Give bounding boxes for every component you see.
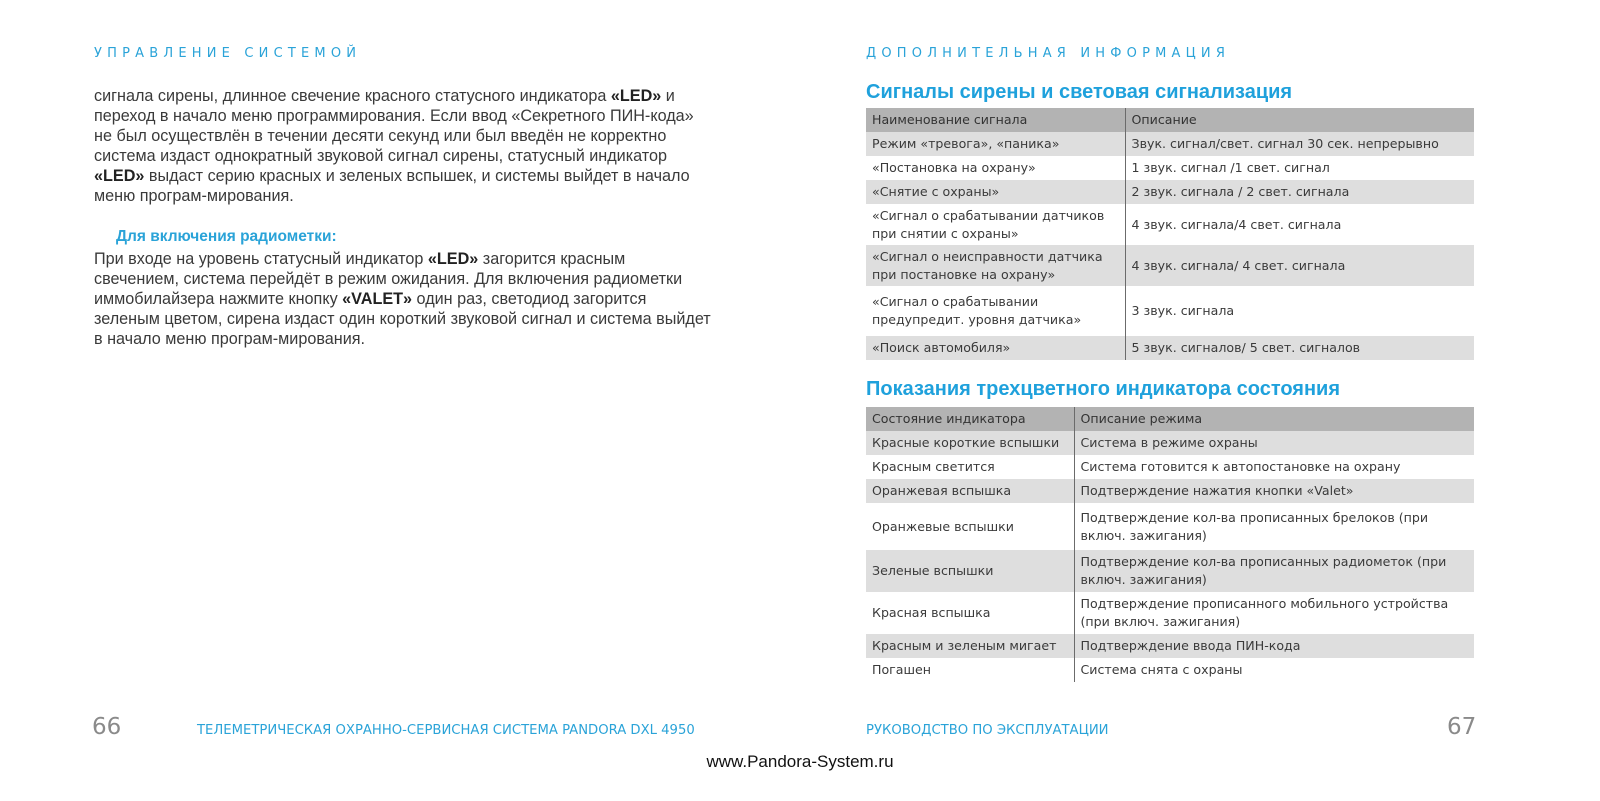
bold-term: «LED» <box>610 87 662 105</box>
text-run: загорится красным свечением, система перейдёт в режим ожидания. Для включения радиометки иммобилайзера нажмите кнопку <box>94 250 683 308</box>
table-cell-name: «Сигнал о срабатывании датчиков при снятии с охраны» <box>866 204 1125 245</box>
table-row <box>866 503 1474 550</box>
table-header-row <box>866 407 1474 431</box>
table-cell-name: Красные короткие вспышки <box>866 431 1074 455</box>
table-cell-description: Система в режиме охраны <box>1074 431 1474 455</box>
table-cell-description: 2 звук. сигнала / 2 свет. сигнала <box>1125 180 1474 204</box>
table-cell-name: Зеленые вспышки <box>866 550 1074 592</box>
column-header: Описание <box>1125 108 1474 132</box>
column-header: Наименование сигнала <box>866 108 1125 132</box>
table-cell-name: Оранжевая вспышка <box>866 479 1074 503</box>
column-header: Описание режима <box>1074 407 1474 431</box>
table-row <box>866 204 1474 245</box>
table-row <box>866 431 1474 455</box>
radio-tag-subheading: Для включения радиометки: <box>116 228 337 245</box>
table-cell-description: Подтверждение кол-ва прописанных радиометок (при включ. зажигания) <box>1074 550 1474 592</box>
table-cell-description: Звук. сигнал/свет. сигнал 30 сек. непрерывно <box>1125 132 1474 156</box>
table-cell-description: Подтверждение нажатия кнопки «Valet» <box>1074 479 1474 503</box>
table-row <box>866 550 1474 592</box>
table-row <box>866 634 1474 658</box>
footer-left: ТЕЛЕМЕТРИЧЕСКАЯ ОХРАННО-СЕРВИСНАЯ СИСТЕМА PANDORA DXL 4950 <box>197 723 695 738</box>
table-row <box>866 658 1474 682</box>
table-cell-description: 4 звук. сигнала/4 свет. сигнала <box>1131 216 1342 232</box>
paragraph-2 <box>94 249 714 349</box>
indicator-states-title: Показания трехцветного индикатора состояния <box>866 378 1341 400</box>
table-cell-description: 1 звук. сигнал /1 свет. сигнал <box>1131 160 1330 175</box>
table-row <box>866 132 1474 156</box>
siren-signals-table <box>866 108 1474 360</box>
bold-term: «VALET» <box>342 290 413 308</box>
table-cell-name: Погашен <box>866 658 1074 682</box>
table-cell-name: «Снятие с охраны» <box>866 180 1125 204</box>
table-cell-description: 4 звук. сигнала/ 4 свет. сигнала <box>1125 245 1474 286</box>
column-header: Состояние индикатора <box>866 407 1074 431</box>
table-cell-description: Система готовится к автопостановке на охрану <box>1080 459 1401 474</box>
table-cell-name: Оранжевые вспышки <box>866 503 1074 550</box>
table-cell-description: 5 звук. сигналов/ 5 свет. сигналов <box>1125 336 1474 360</box>
table-cell-name: «Поиск автомобиля» <box>866 336 1125 360</box>
table-row <box>866 286 1474 336</box>
page-number-left: 66 <box>92 714 122 740</box>
table-cell-name: Красная вспышка <box>866 592 1074 634</box>
site-url: www.Pandora-System.ru <box>706 752 894 771</box>
table-row <box>866 455 1474 479</box>
table-cell-description: Система снята с охраны <box>1080 662 1243 677</box>
text-run: сигнала сирены, длинное свечение красного статусного индикатора <box>94 87 611 105</box>
text-run: один раз, светодиод загорится зеленым цветом, сирена издаст один короткий звуковой сигнал и система выйдет в начало меню програм-мирования. <box>94 290 711 348</box>
table-row <box>866 180 1474 204</box>
text-run: При входе на уровень статусный индикатор <box>94 250 428 268</box>
siren-signals-title: Сигналы сирены и световая сигнализация <box>866 81 1293 103</box>
page-number-right: 67 <box>1447 714 1477 740</box>
text-run: и переход в начало меню программирования. Если ввод «Секретного ПИН-кода» не был осуществлён в течении десяти секунд или был введён не корректно система издаст однократный звуковой сигнал сирены, статусный индикатор <box>94 87 694 165</box>
table-row <box>866 479 1474 503</box>
table-cell-description: Подтверждение прописанного мобильного устройства (при включ. зажигания) <box>1080 596 1449 629</box>
table-cell-name: Красным светится <box>866 455 1074 479</box>
right-section-header: ДОПОЛНИТЕЛЬНАЯ ИНФОРМАЦИЯ <box>866 46 1231 61</box>
text-run: выдаст серию красных и зеленых вспышек, и системы выйдет в начало меню програм-мирования. <box>94 167 690 205</box>
bold-term: «LED» <box>94 167 145 185</box>
indicator-states-table <box>866 407 1474 682</box>
table-cell-description: 3 звук. сигнала <box>1131 303 1235 318</box>
table-cell-name: «Сигнал о срабатывании предупредит. уровня датчика» <box>866 286 1125 336</box>
table-cell-name: «Постановка на охрану» <box>866 156 1125 180</box>
table-row <box>866 336 1474 360</box>
table-cell-description: Подтверждение ввода ПИН-кода <box>1074 634 1474 658</box>
left-section-header: УПРАВЛЕНИЕ СИСТЕМОЙ <box>94 46 362 61</box>
table-row <box>866 156 1474 180</box>
bold-term: «LED» <box>427 250 479 268</box>
table-row <box>866 245 1474 286</box>
table-cell-name: «Сигнал о неисправности датчика при постановке на охрану» <box>866 245 1125 286</box>
right-page <box>800 0 1600 801</box>
paragraph-1 <box>94 86 714 206</box>
table-header-row <box>866 108 1474 132</box>
table-cell-description: Подтверждение кол-ва прописанных брелоков (при включ. зажигания) <box>1080 509 1429 543</box>
table-cell-name: Режим «тревога», «паника» <box>866 132 1125 156</box>
table-row <box>866 592 1474 634</box>
footer-right: РУКОВОДСТВО ПО ЭКСПЛУАТАЦИИ <box>866 723 1109 738</box>
table-cell-name: Красным и зеленым мигает <box>866 634 1074 658</box>
